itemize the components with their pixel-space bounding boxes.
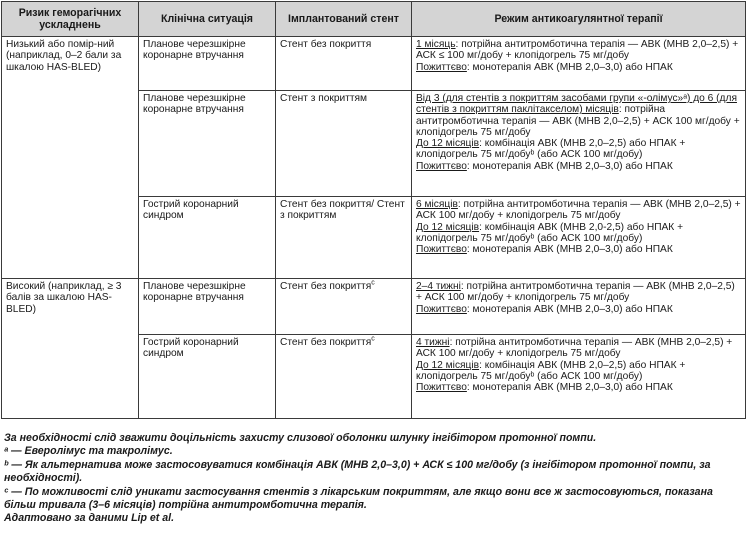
regimen-duration: Пожиттєво: [416, 382, 467, 394]
risk-low-cell-cont: [2, 91, 139, 197]
regimen-phase-3: [416, 161, 741, 172]
regimen-phase-1: [416, 281, 741, 304]
regimen-phase-3: [416, 244, 741, 255]
stent-cell: [276, 197, 412, 279]
regimen-phase-3: [416, 62, 741, 73]
regimen-duration: До 12 місяців: [416, 359, 480, 371]
footnote-c: ᶜ — По можливості слід уникати застосування стентів з лікарським покриттям, але якщо вони все ж застосовуються, показана більш тривала (3–6 місяців) потрійна антитромботична терапія.: [4, 485, 713, 512]
risk-low-label: Низький або помір-ний (наприклад, 0–2 бали за шкалою HAS-BLED): [6, 39, 122, 73]
risk-high-label: Високий (наприклад, ≥ 3 балів за шкалою HAS-BLED): [6, 281, 122, 315]
regimen-duration: 1 місяць: [416, 39, 456, 50]
risk-high-cell-end: [2, 335, 139, 419]
regimen-duration: Пожиттєво: [416, 303, 467, 315]
footnote-general: За необхідності слід зважити доцільність захисту слизової оболонки шлунку інгібітором протонної помпи.: [4, 432, 597, 444]
regimen-phase-1: [416, 93, 741, 138]
regimen-duration: Пожиттєво: [416, 244, 467, 256]
regimen-cell: [412, 91, 746, 197]
situation-text: Планове черезшкірне коронарне втручання: [143, 93, 246, 116]
regimen-phase-1: [416, 199, 741, 222]
regimen-text: : комбінація АВК (МНВ 2,0-2,5) або НПАК + клопідогрель 75 мг/добуᵇ (або АСК 100 мг/добу): [416, 221, 684, 244]
footnote-marker: c: [371, 335, 375, 343]
stent-cell: [276, 37, 412, 91]
regimen-text: : потрійна антитромботична терапія — АВК (МНВ 2,0–2,5) + АСК ≤ 100 мг/добу + клопідогрель 75 мг/добу: [416, 39, 739, 62]
table-row: [2, 197, 746, 279]
regimen-text: : комбінація АВК (МНВ 2,0–2,5) або НПАК + клопідогрель 75 мг/добуᵇ (або АСК 100 мг/добу): [416, 138, 686, 161]
regimen-phase-3: [416, 382, 741, 393]
regimen-text: : монотерапія АВК (МНВ 2,0–3,0) або НПАК: [466, 244, 673, 256]
table-footnotes: [4, 432, 744, 526]
stent-cell: [276, 279, 412, 335]
situation-cell: [139, 335, 276, 419]
regimen-text: : потрійна антитромботична терапія — АВК (МНВ 2,0–2,5) + АСК 100 мг/добу + клопідогрель 75 мг/добу: [416, 199, 741, 222]
footnote-b: ᵇ — Як альтернатива може застосовуватися комбінація АВК (МНВ 2,0–3,0) + АСК ≤ 100 мг/добу (з інгібітором протонної помпи, за необхідності).: [4, 458, 711, 485]
regimen-duration: До 12 місяців: [416, 138, 480, 150]
risk-low-cell: [2, 37, 139, 91]
regimen-cell: [412, 197, 746, 279]
situation-text: Гострий коронарний синдром: [143, 337, 239, 360]
stent-text: Стент з покриттям: [280, 93, 368, 104]
stent-text: Стент без покриття: [280, 281, 372, 292]
regimen-text: : монотерапія АВК (МНВ 2,0–3,0) або НПАК: [466, 303, 673, 315]
regimen-text: : потрійна антитромботична терапія — АВК (МНВ 2,0–2,5) + АСК 100 мг/добу + клопідогрель 75 мг/добу: [416, 337, 733, 360]
regimen-text: : монотерапія АВК (МНВ 2,0–3,0) або НПАК: [466, 382, 673, 394]
regimen-duration: 6 місяців: [416, 199, 458, 210]
regimen-duration: Від 3 (для стентів з покриттям засобами групи «-олімус»ᵃ) до 6 (для стентів з покриттям паклітакселом) місяців: [416, 93, 737, 116]
regimen-phase-1: [416, 337, 741, 360]
regimen-cell: [412, 37, 746, 91]
regimen-phase-2: [416, 222, 741, 245]
footnote-a: ᵃ — Еверолімус та такролімус.: [4, 445, 173, 458]
risk-low-cell-end: [2, 197, 139, 279]
regimen-duration: Пожиттєво: [416, 160, 467, 172]
stent-cell: [276, 335, 412, 419]
regimen-duration: 4 тижні: [416, 337, 450, 348]
source-note: Адаптовано за даними Lip et al.: [4, 512, 175, 525]
situation-cell: [139, 37, 276, 91]
footnote-marker: c: [371, 279, 375, 287]
stent-text: Стент без покриття/ Стент з покриттям: [280, 199, 405, 222]
regimen-phase-3: [416, 304, 741, 315]
regimen-duration: До 12 місяців: [416, 221, 480, 233]
anticoagulation-table: [1, 1, 746, 419]
risk-high-cell: [2, 279, 139, 335]
regimen-phase-2: [416, 360, 741, 383]
stent-cell: [276, 91, 412, 197]
situation-text: Планове черезшкірне коронарне втручання: [143, 281, 246, 304]
regimen-text: : комбінація АВК (МНВ 2,0–2,5) або НПАК + клопідогрель 75 мг/добуᵇ (або АСК 100 мг/добу): [416, 359, 686, 382]
table-row: [2, 37, 746, 91]
header-stent: Імплантований стент: [276, 2, 412, 37]
table-row: [2, 279, 746, 335]
regimen-text: : потрійна антитромботична терапія — АВК (МНВ 2,0–2,5) + АСК 100 мг/добу + клопідогрель 75 мг/добу: [416, 281, 735, 304]
situation-cell: [139, 91, 276, 197]
regimen-text: : потрійна антитромботична терапія — АВК (МНВ 2,0–2,5) + АСК 100 мг/добу + клопідогрель 75 мг/добу: [416, 104, 740, 138]
header-situation: Клінічна ситуація: [139, 2, 276, 37]
table-row: [2, 91, 746, 197]
regimen-text: : монотерапія АВК (МНВ 2,0–3,0) або НПАК: [466, 160, 673, 172]
regimen-phase-1: [416, 39, 741, 62]
situation-cell: [139, 279, 276, 335]
header-regimen: Режим антикоагулянтної терапії: [412, 2, 746, 37]
regimen-cell: [412, 279, 746, 335]
stent-text: Стент без покриття: [280, 337, 372, 348]
regimen-phase-2: [416, 138, 741, 161]
situation-text: Планове черезшкірне коронарне втручання: [143, 39, 246, 62]
stent-text: Стент без покриття: [280, 39, 372, 50]
table-row: [2, 335, 746, 419]
situation-cell: [139, 197, 276, 279]
regimen-cell: [412, 335, 746, 419]
regimen-duration: 2–4 тижні: [416, 281, 461, 292]
header-risk: Ризик геморагічних ускладнень: [2, 2, 139, 37]
regimen-text: : монотерапія АВК (МНВ 2,0–3,0) або НПАК: [466, 61, 673, 73]
regimen-duration: Пожиттєво: [416, 61, 467, 73]
table-header-row: [2, 2, 746, 37]
situation-text: Гострий коронарний синдром: [143, 199, 239, 222]
